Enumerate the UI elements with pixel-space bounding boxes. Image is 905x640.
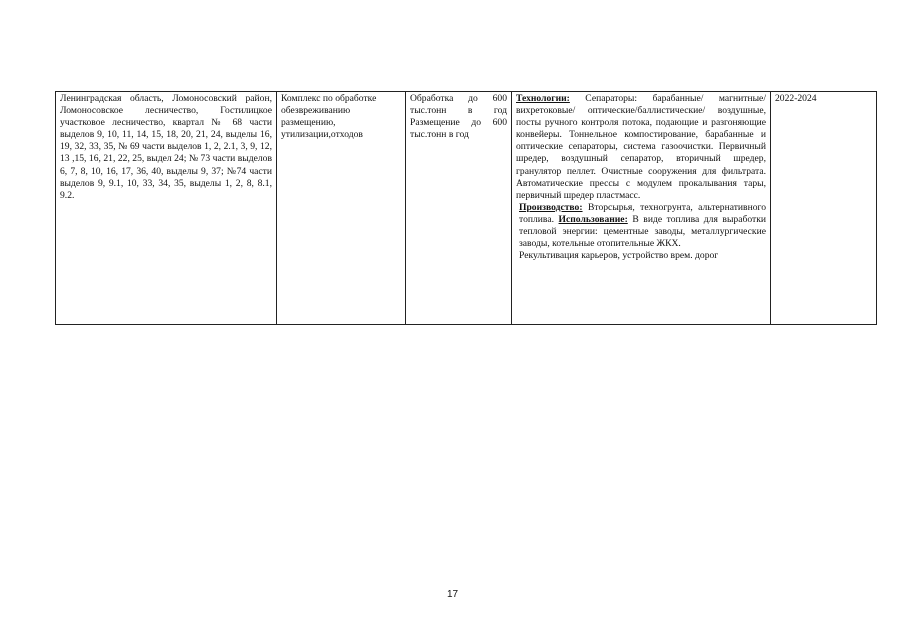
page-number: 17 bbox=[446, 589, 459, 600]
capacity-cell: Обработка до 600 тыс.тонн в год Размещение до 600 тыс.тонн в год bbox=[406, 92, 512, 325]
production-label: Производство: bbox=[519, 201, 583, 213]
technology-label: Технологии: bbox=[516, 93, 570, 104]
object-cell: Комплекс по обработке обезвреживанию размещению, утилизации,отходов bbox=[277, 92, 406, 325]
production-text: Вторсырья, техногрунта, альтернативного топлива. bbox=[519, 201, 766, 225]
technology-text: Сепараторы: барабанные/ магнитные/вихретоковые/ оптические/баллистические/ воздушные, посты ручного контроля потока, подающие и разгоняющие конвейеры. Тоннельное компостирование, барабанные и оптические сепараторы, система газоочистки. Первичный шредер, воздушный сепаратор, вторичный шредер, гранулятор пеллет. Очистные сооружения для фильтрата. Автоматические прессы с модулем прокалывания тары, первичный шредер пластмасс. bbox=[516, 93, 766, 201]
usage-label: Использование: bbox=[558, 213, 628, 225]
recultivation-text: Рекультивация карьеров, устройство врем. дорог bbox=[519, 250, 719, 262]
location-cell: Ленинградская область, Ломоносовский район, Ломоносовское лесничество, Гостилицкое участковое лесничество, квартал № 68 части выделов 9, 10, 11, 14, 15, 18, 20, 21, 24, выделы 16, 19, 32, 33, 35, № 69 части выделов 1, 2, 2.1, 3, 9, 12, 13 ,15, 16, 21, 22, 25, выдел 24; № 73 части выделов 6, 7, 8, 10, 16, 17, 36, 40, выделы 9, 37; №74 части выделов 9, 9.1, 10, 33, 34, 35, выделы 1, 2, 8, 8.1, 9.2. bbox=[56, 92, 277, 325]
technology-cell bbox=[512, 92, 771, 325]
period-cell: 2022-2024 bbox=[771, 92, 877, 325]
document-table bbox=[55, 91, 877, 325]
table-row bbox=[56, 92, 877, 325]
usage-text: В виде топлива для выработки тепловой энергии: цементные заводы, металлургические заводы, котельные отопительные ЖКХ. bbox=[519, 213, 766, 250]
